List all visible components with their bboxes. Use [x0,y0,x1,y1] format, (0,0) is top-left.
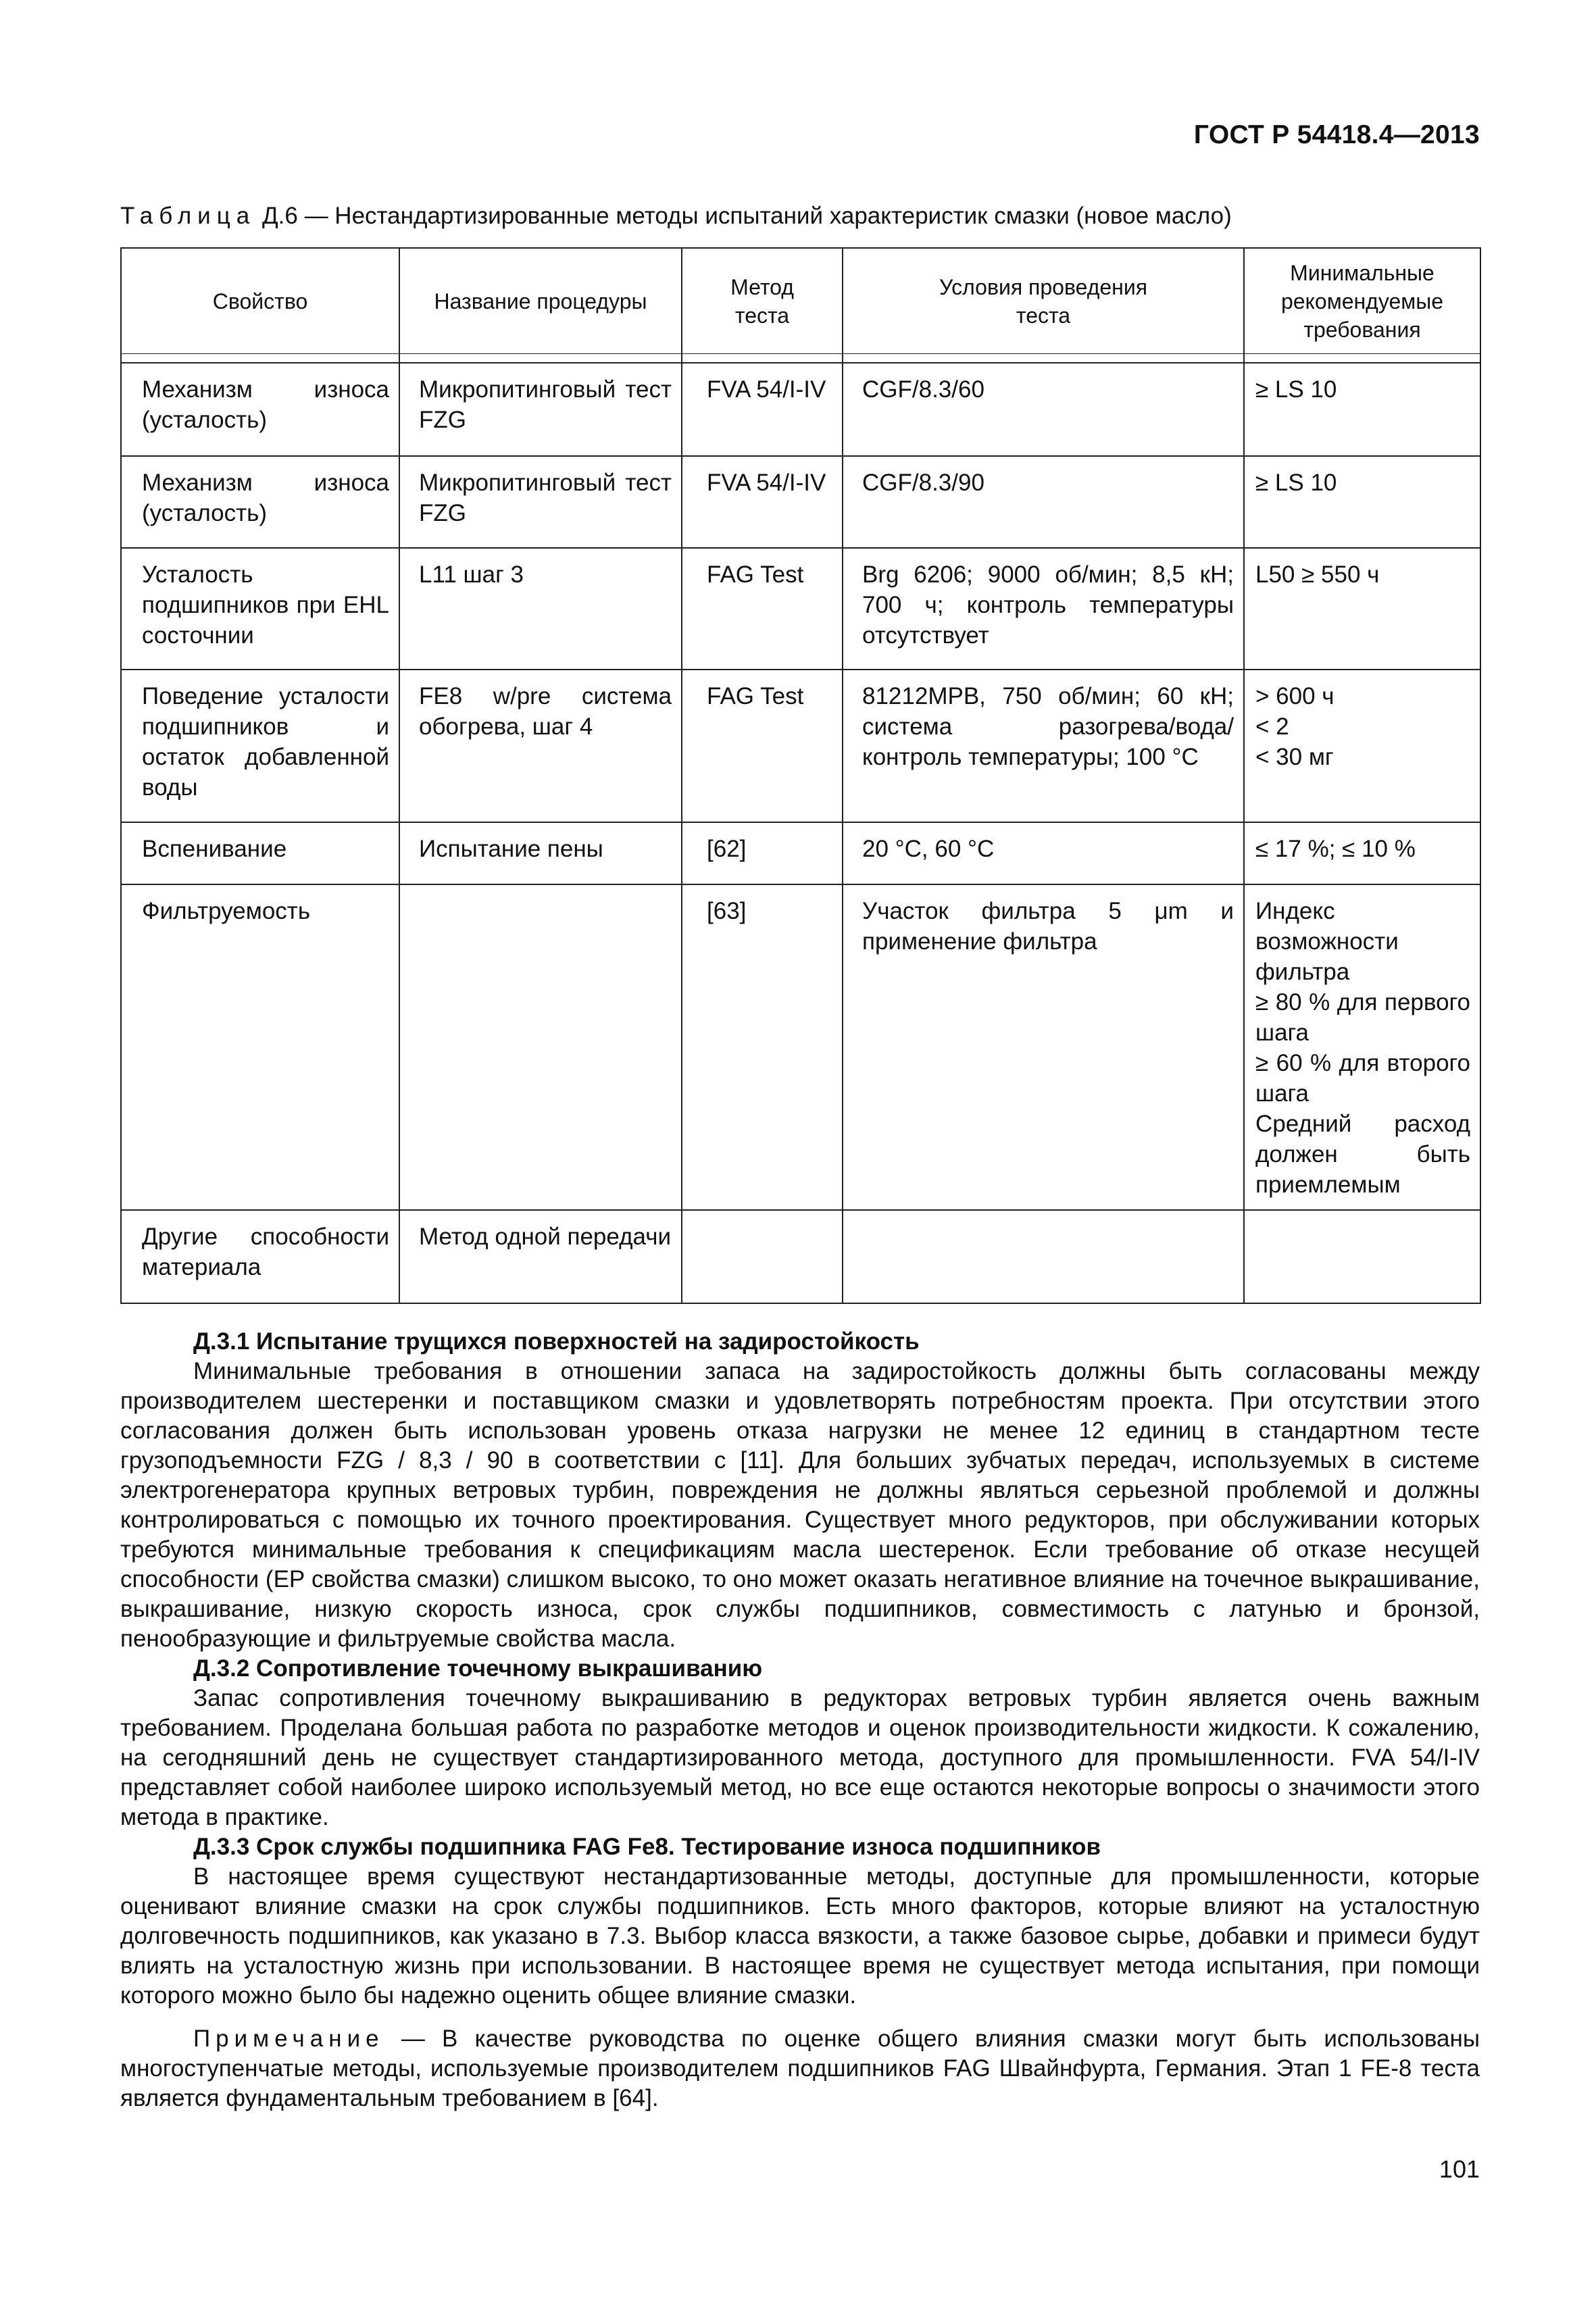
section-heading-d33: Д.3.3 Срок службы подшипника FAG Fe8. Тестирование износа подшипников [193,1834,1101,1860]
cell-requirements-line: ≤ 17 %; ≤ 10 % [1255,836,1416,862]
cell-requirements-line: < 2 [1255,713,1289,740]
table-header-row [121,248,1480,354]
cell-requirements [1244,548,1480,670]
cell-conditions [843,456,1244,548]
document-standard-number: ГОСТ Р 54418.4—2013 [1193,120,1480,149]
cell-procedure-line: Микропитинговый тест FZG [419,470,672,526]
page-number: 101 [1439,2155,1480,2183]
table-row [121,363,1480,456]
cell-property-line: Механизм износа (усталость) [142,470,389,526]
section-heading-d31: Д.3.1 Испытание трущихся поверхностей на задиростойкость [193,1328,920,1355]
section-text-d31: Минимальные требования в отношении запаса на задиростойкость должны быть согласованы между производителем шестеренки и поставщиком смазки и удовлетворять потребностям проекта. При отсутствии этого согласования должен быть использован уровень отказа нагрузки не менее 12 единиц в стандартном тесте грузоподъемности FZG / 8,3 / 90 в соответствии с [11]. Для больших зубчатых передач, используемых в системе электрогенератора крупных ветровых турбин, повреждения не должны являться серьезной проблемой и должны контролироваться с помощью их точного проектирования. Существует много редукторов, при обслуживании которых требуются минимальные требования к спецификациям масла шестеренок. Если требование об отказе несущей способности (ЕР свойства смазки) слишком высоко, то оно может оказать негативное влияние на точечное выкрашивание, выкрашивание, низкую скорость износа, срок службы подшипников, совместимость с латунью и бронзой, пенообразующие и фильтруемые свойства масла. [120,1358,1480,1652]
cell-procedure [399,884,682,1210]
cell-conditions-line: CGF/8.3/60 [862,376,984,403]
table-row [121,1210,1480,1303]
table-row [121,548,1480,670]
cell-property-line: Вспенивание [142,836,287,862]
cell-method: [62] [682,822,843,884]
cell-requirements-line: ≥ LS 10 [1255,376,1337,403]
section-text-d33: В настоящее время существуют нестандартизованные методы, доступные для промышленности, которые оценивают влияние смазки на срок службы подшипников. Есть много факторов, которые влияют на усталостную долговечность подшипников, как указано в 7.3. Выбор класса вязкости, а также базовое сырье, добавки и примеси будут влиять на усталостную жизнь при использовании. В настоящее время не существует метода испытания, при помощи которого можно было бы надежно оценить общее влияние смазки. [120,1863,1480,2009]
cell-property [121,822,399,884]
cell-property [121,548,399,670]
cell-procedure-line: L11 шаг 3 [419,561,524,588]
table-row [121,456,1480,548]
header-separator [121,354,1480,363]
cell-method [682,1210,843,1303]
cell-procedure-line: Метод одной передачи [419,1224,672,1250]
cell-method: FAG Test [682,670,843,822]
table-row [121,884,1480,1210]
table-body [121,363,1480,1303]
cell-property [121,1210,399,1303]
cell-property [121,456,399,548]
cell-conditions-line: CGF/8.3/90 [862,470,984,496]
cell-requirements-line: < 30 мг [1255,744,1334,770]
cell-property [121,363,399,456]
cell-method: FVA 54/I-IV [682,456,843,548]
table-row [121,822,1480,884]
cell-conditions [843,670,1244,822]
cell-requirements-line: Индекс возможности фильтра [1255,898,1399,985]
cell-conditions [843,822,1244,884]
cell-method: FAG Test [682,548,843,670]
cell-requirements [1244,884,1480,1210]
cell-property [121,670,399,822]
cell-conditions [843,1210,1244,1303]
cell-requirements-line: ≥ 80 % для первого шага [1255,989,1470,1046]
cell-procedure-line: Испытание пены [419,836,603,862]
table-caption-label: Таблица [120,203,256,229]
cell-conditions [843,363,1244,456]
column-header-conditions: Условия проведения теста [843,248,1244,354]
cell-procedure [399,1210,682,1303]
column-header-property: Свойство [121,248,399,354]
table-row [121,670,1480,822]
cell-requirements [1244,1210,1480,1303]
cell-procedure [399,456,682,548]
cell-conditions-line: Brg 6206; 9000 об/мин; 8,5 кН; 700 ч; контроль температуры отсутствует [862,561,1234,649]
table-caption [120,203,1478,230]
cell-procedure [399,363,682,456]
cell-property-line: Другие способности материала [142,1224,389,1280]
column-header-requirements: Минимальные рекомендуемые требования [1244,248,1480,354]
note-label: Примечание [193,2026,384,2052]
cell-requirements-line: ≥ LS 10 [1255,470,1337,496]
cell-procedure [399,548,682,670]
cell-conditions-line: 81212MPB, 750 об/мин; 60 кН; система разогрева/вода/ контроль температуры; 100 °C [862,683,1234,770]
cell-method: FVA 54/I-IV [682,363,843,456]
cell-conditions [843,548,1244,670]
cell-property-line: Поведение усталости подшипников и остаток добавленной воды [142,683,389,801]
note-text: — В качестве руководства по оценке общего влияния смазки могут быть использованы многоступенчатые методы, используемые производителем подшипников FAG Швайнфурта, Германия. Этап 1 FE-8 теста является фундаментальным требованием в [64]. [120,2026,1480,2111]
cell-requirements [1244,363,1480,456]
column-header-method: Метод теста [682,248,843,354]
cell-procedure [399,822,682,884]
lubricant-test-methods-table [120,247,1481,1304]
cell-requirements [1244,822,1480,884]
cell-procedure-line: FE8 w/pre система обогрева, шаг 4 [419,683,672,740]
cell-conditions-line: 20 °C, 60 °C [862,836,995,862]
cell-procedure [399,670,682,822]
cell-requirements-line: > 600 ч [1255,683,1335,709]
cell-requirements-line: L50 ≥ 550 ч [1255,561,1380,588]
cell-property [121,884,399,1210]
cell-property-line: Механизм износа (усталость) [142,376,389,433]
cell-requirements [1244,456,1480,548]
section-heading-d32: Д.3.2 Сопротивление точечному выкрашиванию [193,1655,763,1682]
cell-requirements [1244,670,1480,822]
cell-property-line: Фильтруемость [142,898,311,924]
table-caption-text: Д.6 — Нестандартизированные методы испытаний характеристик смазки (новое масло) [255,203,1232,229]
cell-property-line: Усталость подшипников при EHL состочнии [142,561,389,649]
cell-requirements-line: Средний расход должен быть приемлемым [1255,1111,1470,1198]
column-header-procedure: Название процедуры [399,248,682,354]
cell-procedure-line: Микропитинговый тест FZG [419,376,672,433]
section-text-d32: Запас сопротивления точечному выкрашиванию в редукторах ветровых турбин является очень важным требованием. Проделана большая работа по разработке методов и оценок производительности жидкости. К сожалению, на сегодняшний день не существует стандартизированного метода, доступного для промышленности. FVA 54/I-IV представляет собой наиболее широко используемый метод, но все еще остаются некоторые вопросы о значимости этого метода в практике. [120,1685,1480,1830]
cell-conditions [843,884,1244,1210]
cell-conditions-line: Участок фильтра 5 μm и применение фильтра [862,898,1234,955]
note-paragraph [120,2024,1480,2113]
cell-requirements-line: ≥ 60 % для второго шага [1255,1050,1470,1107]
cell-method: [63] [682,884,843,1210]
body-text [120,1327,1480,2113]
